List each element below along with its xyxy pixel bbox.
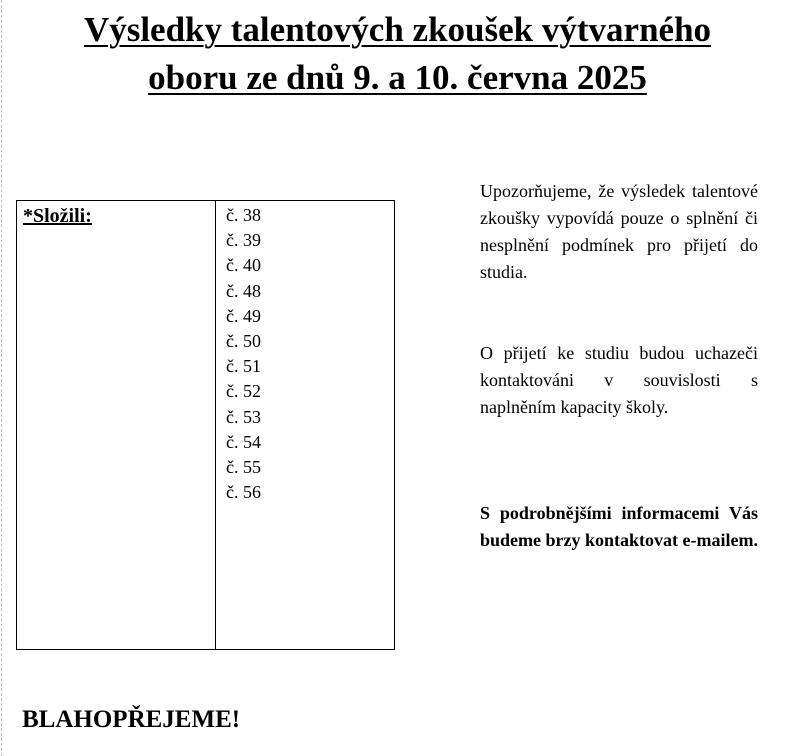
passed-number-item: č. 49: [226, 305, 261, 326]
page-title: [0, 6, 795, 102]
passed-number-item: č. 54: [226, 431, 261, 452]
results-row: [17, 201, 395, 650]
passed-number-item: č. 50: [226, 330, 261, 351]
congratulations-text: BLAHOPŘEJEME!: [22, 706, 241, 733]
notice-admission-contact: O přijetí ke studiu budou uchazeči kontaktováni v souvislosti s naplněním kapacity školy.: [480, 343, 758, 417]
page-edge-divider: [1, 0, 2, 756]
passed-number-item: č. 38: [226, 205, 261, 225]
results-label-cell: [17, 201, 216, 650]
results-label: *Složili:: [23, 205, 92, 227]
passed-number-item: č. 53: [226, 406, 261, 427]
passed-number-item: č. 40: [226, 255, 261, 276]
results-table: [16, 200, 395, 650]
results-numbers-cell: [216, 201, 395, 650]
notice-email-info: S podrobnějšími informacemi Vás budeme brzy kontaktovat e-mailem.: [480, 503, 758, 550]
page-title-line-2: oboru ze dnů 9. a 10. června 2025: [148, 58, 647, 97]
passed-number-item: č. 39: [226, 230, 261, 251]
passed-number-item: č. 55: [226, 456, 261, 477]
passed-number-item: č. 56: [226, 482, 261, 503]
passed-numbers-list: [216, 197, 394, 511]
notice-result-meaning: Upozorňujeme, že výsledek talentové zkoušky vypovídá pouze o splnění či nesplnění podmínek pro přijetí do studia.: [480, 181, 758, 282]
passed-number-item: č. 48: [226, 280, 261, 301]
passed-number-item: č. 51: [226, 356, 261, 377]
passed-number-item: č. 52: [226, 381, 261, 402]
page-title-line-1: Výsledky talentových zkoušek výtvarného: [83, 10, 712, 49]
